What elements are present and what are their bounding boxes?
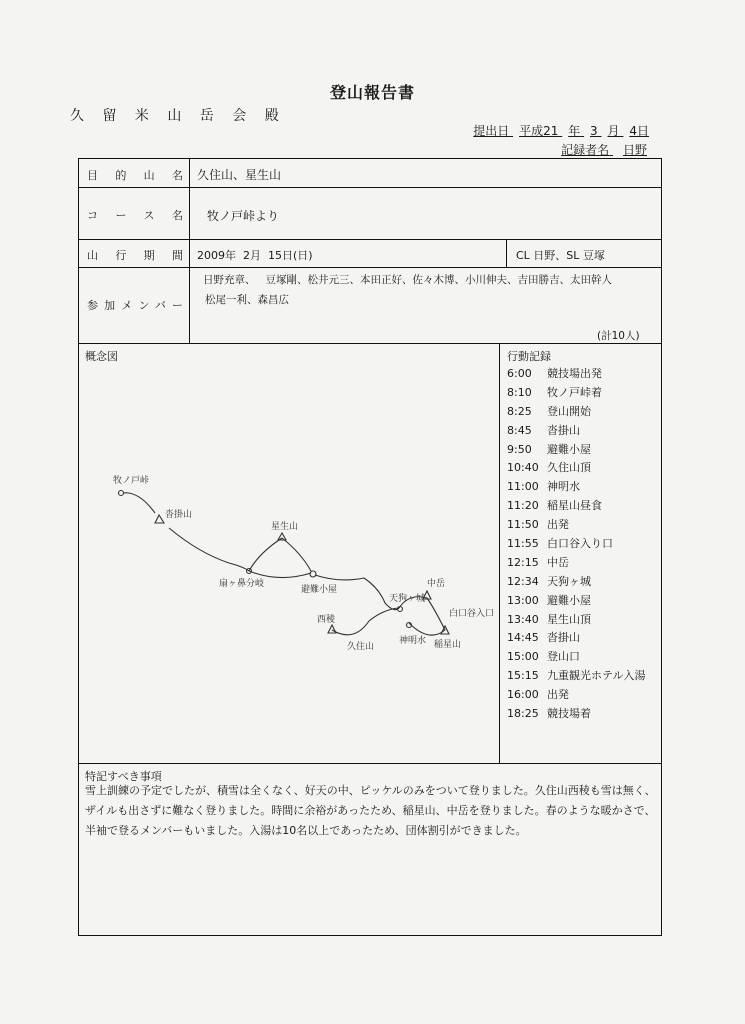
divider	[79, 763, 661, 764]
activity-row	[507, 648, 657, 667]
route-line	[169, 528, 249, 571]
submission-month-unit: 月	[607, 124, 620, 138]
activity-event: 九重観光ホテル入湯	[547, 669, 646, 683]
activity-time: 14:45	[507, 631, 539, 645]
route-line	[409, 623, 445, 635]
activity-row	[507, 535, 657, 554]
notes-label: 特記すべき事項	[85, 770, 162, 783]
place-label: 白口谷入口	[449, 609, 495, 619]
mountain-value: 久住山、星生山	[197, 168, 282, 182]
activity-time: 8:25	[507, 404, 532, 418]
place-label: 避難小屋	[301, 585, 338, 595]
members-label: 参加メンバー	[87, 299, 183, 312]
start-point-mark	[119, 491, 124, 496]
activity-row	[507, 629, 657, 648]
activity-time: 8:10	[507, 385, 532, 399]
members-line1: 日野充章、 豆塚剛、松井元三、本田正好、佐々木博、小川伸夫、吉田勝吉、太田幹人	[203, 274, 613, 286]
divider	[79, 239, 661, 240]
activity-event: 沓掛山	[547, 423, 580, 437]
route-line	[249, 571, 311, 578]
activity-event: 久住山頂	[547, 461, 591, 475]
recorder-label: 記録者名	[561, 143, 610, 157]
activity-divider	[499, 343, 500, 763]
peak-mark	[278, 533, 286, 540]
leader-divider	[506, 239, 507, 267]
hut-mark	[310, 571, 316, 577]
submission-date-label: 提出日	[473, 124, 510, 138]
activity-event: 避難小屋	[547, 593, 591, 607]
place-label: 久住山	[347, 642, 375, 652]
mountain-label: 目的山名	[87, 169, 183, 182]
activity-row	[507, 686, 657, 705]
activity-time: 16:00	[507, 688, 539, 702]
activity-event: 天狗ヶ城	[547, 574, 591, 588]
place-label: 神明水	[399, 636, 427, 646]
addressee: 久 留 米 山 岳 会 殿	[70, 108, 286, 124]
route-line	[123, 493, 155, 513]
route-line	[332, 608, 399, 635]
page-title: 登山報告書	[329, 83, 415, 102]
activity-event: 登山開始	[547, 404, 591, 418]
submission-day: 4日	[629, 124, 649, 138]
activity-event: 神明水	[547, 480, 580, 494]
label-column-divider	[189, 159, 190, 343]
activity-event: 牧ノ戸峠着	[547, 385, 602, 399]
activity-row	[507, 611, 657, 630]
activity-row	[507, 667, 657, 686]
activity-time: 15:00	[507, 650, 539, 664]
activity-event: 競技場出発	[547, 367, 602, 380]
activity-time: 11:50	[507, 518, 539, 532]
activity-event: 避難小屋	[547, 442, 591, 456]
activity-time: 8:45	[507, 423, 532, 437]
divider	[79, 267, 661, 268]
members-total: (計10人)	[597, 330, 640, 342]
sketch-label: 概念図	[85, 350, 118, 363]
notes-body: 雪上訓練の予定でしたが、積雪は全くなく、好天の中、ピッケルのみをついて登りました。久住山西稜も雪は無く、ザイルも出さずに難なく登りました。時間に余裕があったため、稲星山、中岳を登りました。春のような暖かさで、半袖で登るメンバーもいました。入湯は10名以上であったため、団体割引ができました。	[85, 784, 656, 837]
submission-date	[473, 122, 649, 139]
submission-year-unit: 年	[568, 124, 581, 138]
activity-time: 12:15	[507, 555, 539, 569]
place-label: 中岳	[427, 579, 446, 589]
activity-row	[507, 516, 657, 535]
activity-event: 登山口	[547, 650, 580, 664]
activity-time: 15:15	[507, 669, 539, 683]
course-value: 牧ノ戸峠より	[207, 209, 280, 223]
recorder	[561, 141, 647, 158]
course-label: コース名	[87, 209, 183, 222]
period-value: 2009年 2月 15日(日)	[197, 249, 313, 262]
activity-event: 中岳	[547, 555, 569, 569]
route-sketch	[79, 343, 499, 763]
place-label: 扇ヶ鼻分岐	[219, 579, 265, 589]
peak-mark	[328, 625, 336, 633]
activity-row	[507, 365, 657, 384]
activity-event: 出発	[547, 688, 569, 702]
submission-era-year: 平成21	[519, 124, 559, 138]
members-line2: 松尾一利、森昌広	[205, 294, 289, 306]
peak-mark	[155, 515, 164, 523]
activity-row	[507, 554, 657, 573]
activity-event: 白口谷入り口	[547, 537, 613, 551]
activity-label: 行動記録	[507, 350, 551, 363]
activity-time: 9:50	[507, 442, 532, 456]
place-label: 西稜	[317, 615, 336, 625]
activity-row	[507, 403, 657, 422]
activity-time: 10:40	[507, 461, 539, 475]
activity-time: 11:00	[507, 480, 539, 494]
activity-time: 6:00	[507, 367, 532, 380]
leaders-value: CL 日野、SL 豆塚	[516, 249, 605, 262]
activity-row	[507, 384, 657, 403]
activity-row	[507, 441, 657, 460]
period-label: 山行期間	[87, 249, 183, 262]
activity-row	[507, 497, 657, 516]
activity-row	[507, 705, 657, 724]
place-label: 天狗ヶ城	[389, 594, 426, 604]
activity-event: 稲星山昼食	[547, 499, 602, 513]
activity-time: 12:34	[507, 574, 539, 588]
submission-month: 3	[590, 124, 598, 138]
activity-time: 11:20	[507, 499, 539, 513]
activity-row	[507, 573, 657, 592]
place-label: 稲星山	[434, 640, 462, 650]
activity-event: 星生山頂	[547, 612, 591, 626]
route-line	[282, 538, 311, 571]
route-line	[249, 538, 282, 571]
place-label: 沓掛山	[165, 510, 193, 520]
activity-time: 13:40	[507, 612, 539, 626]
report-form	[78, 158, 662, 936]
activity-event: 出発	[547, 518, 569, 532]
place-label: 牧ノ戸峠	[113, 476, 150, 486]
activity-event: 競技場着	[547, 707, 591, 721]
activity-row	[507, 422, 657, 441]
activity-time: 13:00	[507, 593, 539, 607]
place-label: 星生山	[271, 522, 299, 532]
divider	[79, 187, 661, 188]
activity-list	[507, 365, 657, 724]
activity-row	[507, 478, 657, 497]
recorder-name: 日野	[622, 143, 647, 157]
activity-time: 18:25	[507, 707, 539, 721]
activity-row	[507, 459, 657, 478]
activity-event: 沓掛山	[547, 631, 580, 645]
activity-row	[507, 592, 657, 611]
activity-time: 11:55	[507, 537, 539, 551]
